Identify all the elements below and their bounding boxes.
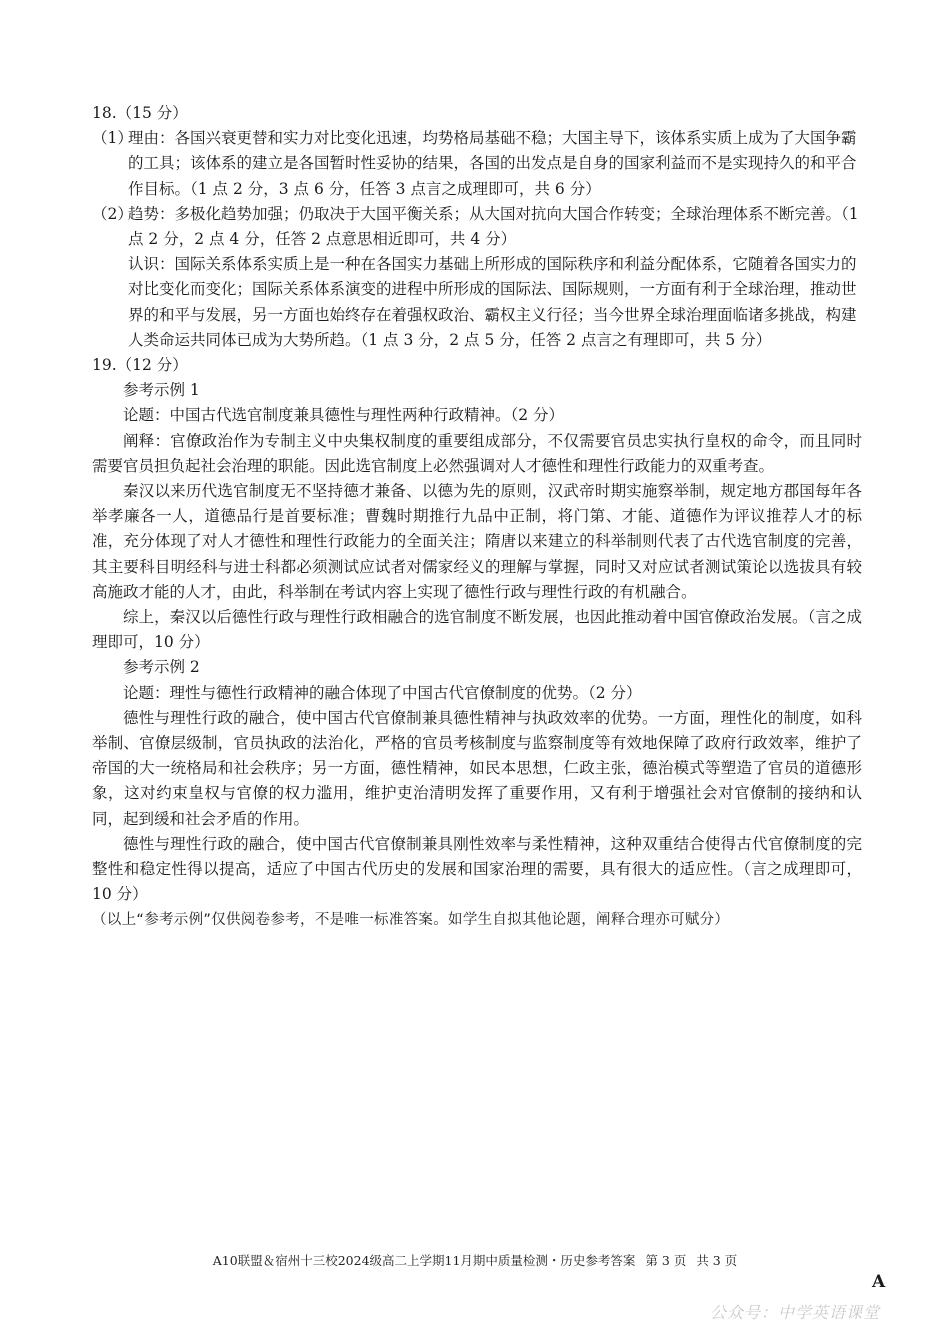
answer-content xyxy=(92,101,862,933)
example-2-title: 参考示例 2 xyxy=(123,658,200,677)
example-2-paragraph-2: 德性与理性行政的融合，使中国古代官僚制兼具刚性效率与柔性精神，这种双重结合使得古代官僚制度的完整性和稳定性得以提高，适应了中国古代历史的发展和国家治理的需要，具有很大的适应性。（言之成理即可，10 分） xyxy=(92,834,862,904)
footer-page-number: 第 3 页 xyxy=(645,1253,687,1268)
example-1-paragraph-1: 阐释：官僚政治作为专制主义中央集权制度的重要组成部分，不仅需要官员忠实执行皇权的命令，而且同时需要官员担负起社会治理的职能。因此选官制度上必然强调对人才德性和理性行政能力的双重考查。 xyxy=(92,431,862,475)
example-1-paragraph-2: 秦汉以来历代选官制度无不坚持德才兼备、以德为先的原则，汉武帝时期实施察举制，规定地方郡国每年各举孝廉各一人，道德品行是首要标准；曹魏时期推行九品中正制，将门第、才能、道德作为评议推荐人才的标准，充分体现了对人才德性和理性行政能力的全面关注；隋唐以来建立的科举制则代表了古代选官制度的完善，其主要科目明经科与进士科都必须测试应试者对儒家经义的理解与掌握，同时又对应试者测试策论以选拔具有较高施政才能的人才，由此，科举制在考试内容上实现了德性行政与理性行政的有机融合。 xyxy=(92,482,862,601)
part-2-trend: 趋势：多极化趋势加强；仍取决于大国平衡关系；从大国对抗向大国合作转变；全球治理体系不断完善。（1 点 2 分，2 点 4 分，任答 2 点意思相近即可，共 4 分） xyxy=(128,204,859,249)
part-2-number: （2） xyxy=(92,204,133,223)
example-2-thesis: 论题：理性与德性行政精神的融合体现了中国古代官僚制度的优势。（2 分） xyxy=(123,683,642,702)
paper-version-mark: A xyxy=(872,1272,886,1292)
question-19-header: 19.（12 分） xyxy=(92,356,188,375)
grading-note: （以上“参考示例”仅供阅卷参考，不是唯一标准答案。如学生自拟其他论题，阐释合理亦可赋分） xyxy=(92,911,730,928)
footer-total-pages: 共 3 页 xyxy=(696,1253,738,1268)
example-1-thesis: 论题：中国古代选官制度兼具德性与理性两种行政精神。（2 分） xyxy=(123,406,565,425)
part-2-view: 认识：国际关系体系实质上是一种在各国实力基础上所形成的国际秩序和利益分配体系，它随着各国实力的对比变化而变化；国际关系体系演变的进程中所形成的国际法、国际规则，一方面有利于全球治理，推动世界的和平与发展，另一方面也始终存在着强权政治、霸权主义行径；当今世界全球治理面临诸多挑战，构建人类命运共同体已成为大势所趋。（1 点 3 分，2 点 5 分，任答 2 点言之有理即可，共 5 分） xyxy=(128,255,857,349)
question-18-part-2 xyxy=(92,202,862,353)
question-18-part-1 xyxy=(92,126,862,202)
footer-title: A10联盟＆宿州十三校2024级高二上学期11月期中质量检测・历史参考答案 xyxy=(212,1253,636,1268)
part-1-number: （1） xyxy=(92,129,133,148)
example-2-paragraph-1: 德性与理性行政的融合，使中国古代官僚制兼具德性精神与执政效率的优势。一方面，理性化的制度，如科举制、官僚层级制，官员执政的法治化，严格的官员考核制度与监察制度等有效地保障了政府行政效率，维护了帝国的大一统格局和社会秩序；另一方面，德性精神，如民本思想，仁政主张，德治模式等塑造了官员的道德形象，这对约束皇权与官僚的权力滥用，维护吏治清明发挥了重要作用，又有利于增强社会对官僚制的接纳和认同，起到缓和社会矛盾的作用。 xyxy=(92,708,862,828)
part-1-answer: 理由：各国兴衰更替和实力对比变化迅速，均势格局基础不稳；大国主导下，该体系实质上成为了大国争霸的工具；该体系的建立是各国暂时性妥协的结果，各国的出发点是自身的国家利益而不是实现持久的和平合作目标。（1 点 2 分，3 点 6 分，任答 3 点言之成理即可，共 6 分） xyxy=(128,129,857,198)
question-18-header: 18.（15 分） xyxy=(92,104,188,122)
example-1-paragraph-3: 综上，秦汉以后德性行政与理性行政相融合的选官制度不断发展，也因此推动着中国官僚政治发展。（言之成理即可，10 分） xyxy=(92,608,862,652)
page-footer xyxy=(0,1251,950,1269)
example-1-title: 参考示例 1 xyxy=(123,381,200,400)
watermark-text: 公众号：中学英语课堂 xyxy=(710,1303,881,1322)
